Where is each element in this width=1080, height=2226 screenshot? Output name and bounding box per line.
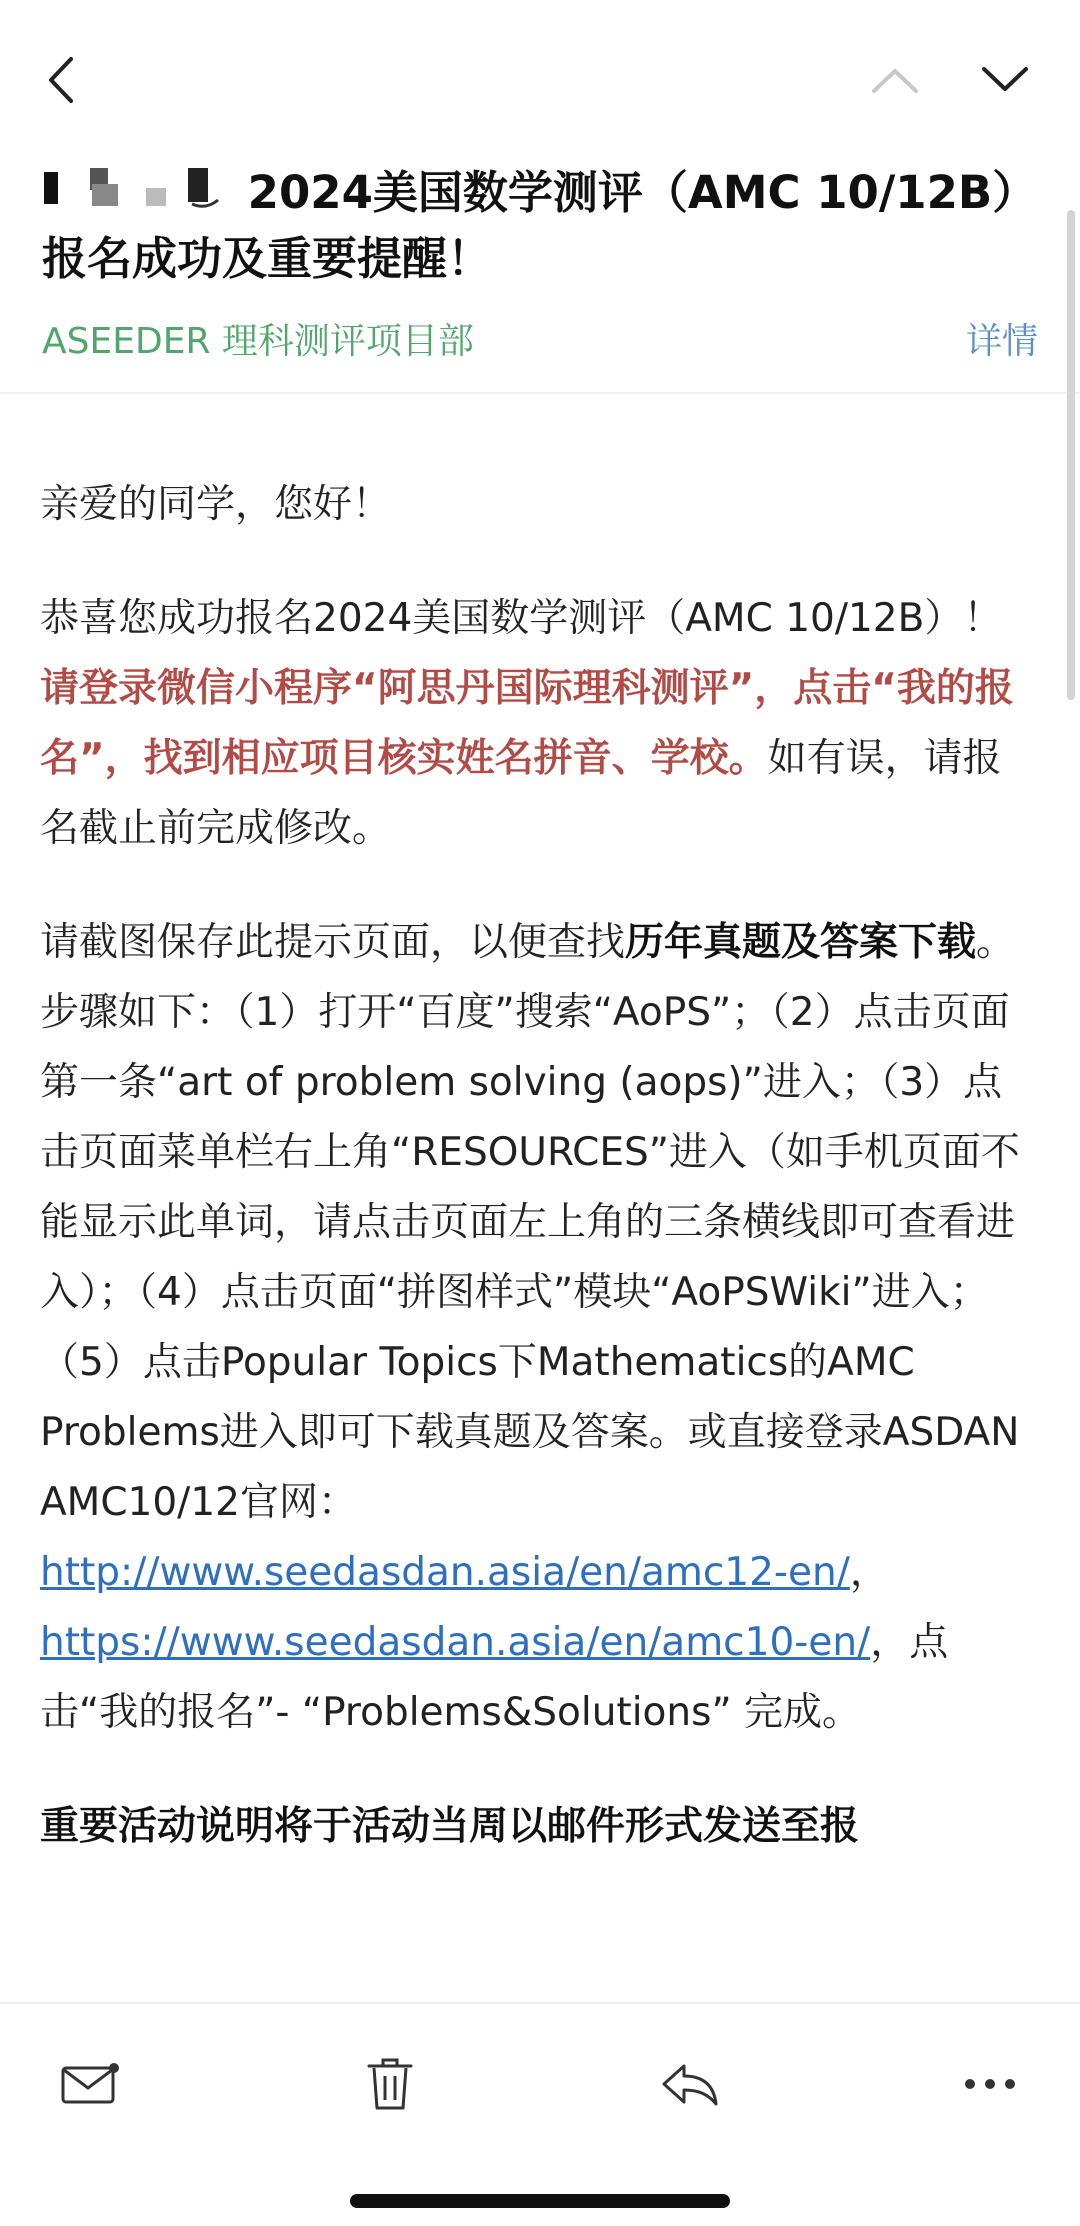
reply-icon bbox=[660, 2060, 720, 2108]
registration-text: 恭喜您成功报名2024美国数学测评（AMC 10/12B）！ bbox=[40, 596, 1003, 641]
registration-tail: 如有误，请报名截止前完成修改。 bbox=[40, 736, 1002, 851]
verify-info-highlight: 请登录微信小程序“阿思丹国际理科测评”，点击“我的报名”，找到相应项目核实姓名拼音、学校。 bbox=[40, 666, 1014, 781]
email-header bbox=[42, 160, 1042, 292]
link-separator: ， bbox=[849, 1550, 889, 1595]
back-button[interactable] bbox=[30, 40, 90, 120]
bottom-toolbar bbox=[0, 2002, 1080, 2226]
more-button[interactable] bbox=[950, 2044, 1030, 2124]
sender-name[interactable]: ASEEDER 理科测评项目部 bbox=[42, 320, 474, 362]
registration-paragraph bbox=[40, 584, 1040, 864]
top-nav-bar bbox=[0, 0, 1080, 140]
header-divider bbox=[0, 392, 1080, 394]
email-subject bbox=[42, 160, 1042, 292]
download-instructions-paragraph bbox=[40, 908, 1040, 1748]
greeting: 亲爱的同学，您好！ bbox=[40, 482, 392, 527]
instructions-intro: 请截图保存此提示页面，以便查找 bbox=[40, 920, 626, 965]
reply-button[interactable] bbox=[650, 2044, 730, 2124]
email-body bbox=[40, 470, 1040, 1906]
amc10-link[interactable]: https://www.seedasdan.asia/en/amc10-en/ bbox=[40, 1620, 871, 1665]
mark-unread-button[interactable] bbox=[50, 2044, 130, 2124]
previous-email-button[interactable] bbox=[860, 40, 930, 120]
next-email-button[interactable] bbox=[970, 40, 1040, 120]
past-papers-bold: 历年真题及答案下载 bbox=[625, 920, 977, 965]
instructions-steps: 。步骤如下：（1）打开“百度”搜索“AoPS”；（2）点击页面第一条“art of problem solving (aops)”进入；（3）点击页面菜单栏右上角“RESOURCES”进入（如手机页面不能显示此单词，请点击页面左上角的三条横线即可查看进入）；（4）点击页面“拼图样式”模块“AoPSWiki”进入；（5）点击Popular Topics下Mathematics的AMC Problems进入即可下载真题及答案。或直接登录ASDAN AMC10/12官网： bbox=[40, 920, 1020, 1525]
more-icon bbox=[962, 2078, 1018, 2090]
sender-row bbox=[42, 308, 1038, 368]
chevron-left-icon bbox=[45, 55, 75, 105]
delete-button[interactable] bbox=[350, 2044, 430, 2124]
details-link[interactable]: 详情 bbox=[965, 320, 1038, 362]
redacted-name-block bbox=[42, 162, 232, 214]
home-indicator bbox=[350, 2194, 730, 2208]
trash-icon bbox=[365, 2056, 415, 2112]
amc12-link[interactable]: http://www.seedasdan.asia/en/amc12-en/ bbox=[40, 1550, 850, 1595]
chevron-up-icon bbox=[870, 65, 920, 95]
chevron-down-icon bbox=[980, 65, 1030, 95]
email-subject-text: 2024美国数学测评（AMC 10/12B）报名成功及重要提醒！ bbox=[42, 166, 1038, 285]
mail-icon bbox=[60, 2062, 120, 2106]
scrollbar[interactable] bbox=[1067, 210, 1075, 700]
important-notice: 重要活动说明将于活动当周以邮件形式发送至报 bbox=[40, 1804, 860, 1849]
instructions-end: ，点击“我的报名”- “Problems&Solutions” 完成。 bbox=[40, 1620, 949, 1735]
